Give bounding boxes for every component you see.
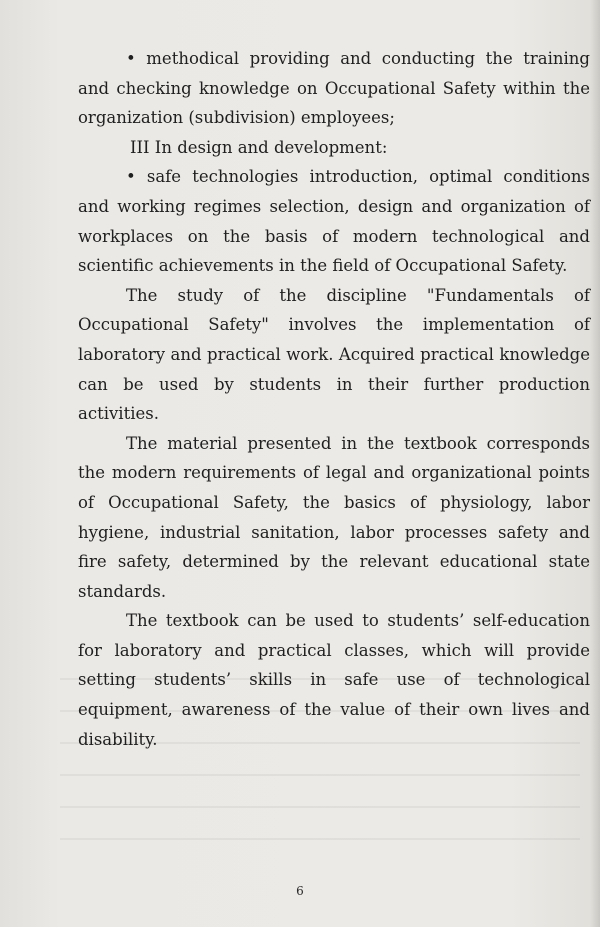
section-heading-design: III In design and development:: [130, 137, 388, 157]
bullet-training-knowledge: • methodical providing and conducting the training and checking knowledge on Occupational Safety within the organization (subdivision) employees;: [78, 49, 590, 128]
paragraph-textbook-usage: The textbook can be used to students’ self-education for laboratory and practical classes, which will provide setting students’ skills in safe use of technological equipment, awareness of the value of their own lives and disability.: [78, 611, 590, 749]
page-number: 6: [296, 884, 304, 898]
body-text: [78, 44, 590, 754]
paragraph-textbook-material: The material presented in the textbook corresponds the modern requirements of legal and organizational points of Occupational Safety, the basics of physiology, labor hygiene, industrial sanitation, labor processes safety and fire safety, determined by the relevant educational state standards.: [78, 433, 590, 601]
bullet-safe-technologies: • safe technologies introduction, optimal conditions and working regimes selection, design and organization of workplaces on the basis of modern technological and scientific achievements in the field of Occupational Safety.: [78, 167, 590, 276]
page-edge-shadow: [590, 0, 600, 927]
paragraph-study-discipline: The study of the discipline "Fundamentals of Occupational Safety" involves the implementation of laboratory and practical work. Acquired practical knowledge can be used by students in their further production activities.: [78, 285, 590, 424]
